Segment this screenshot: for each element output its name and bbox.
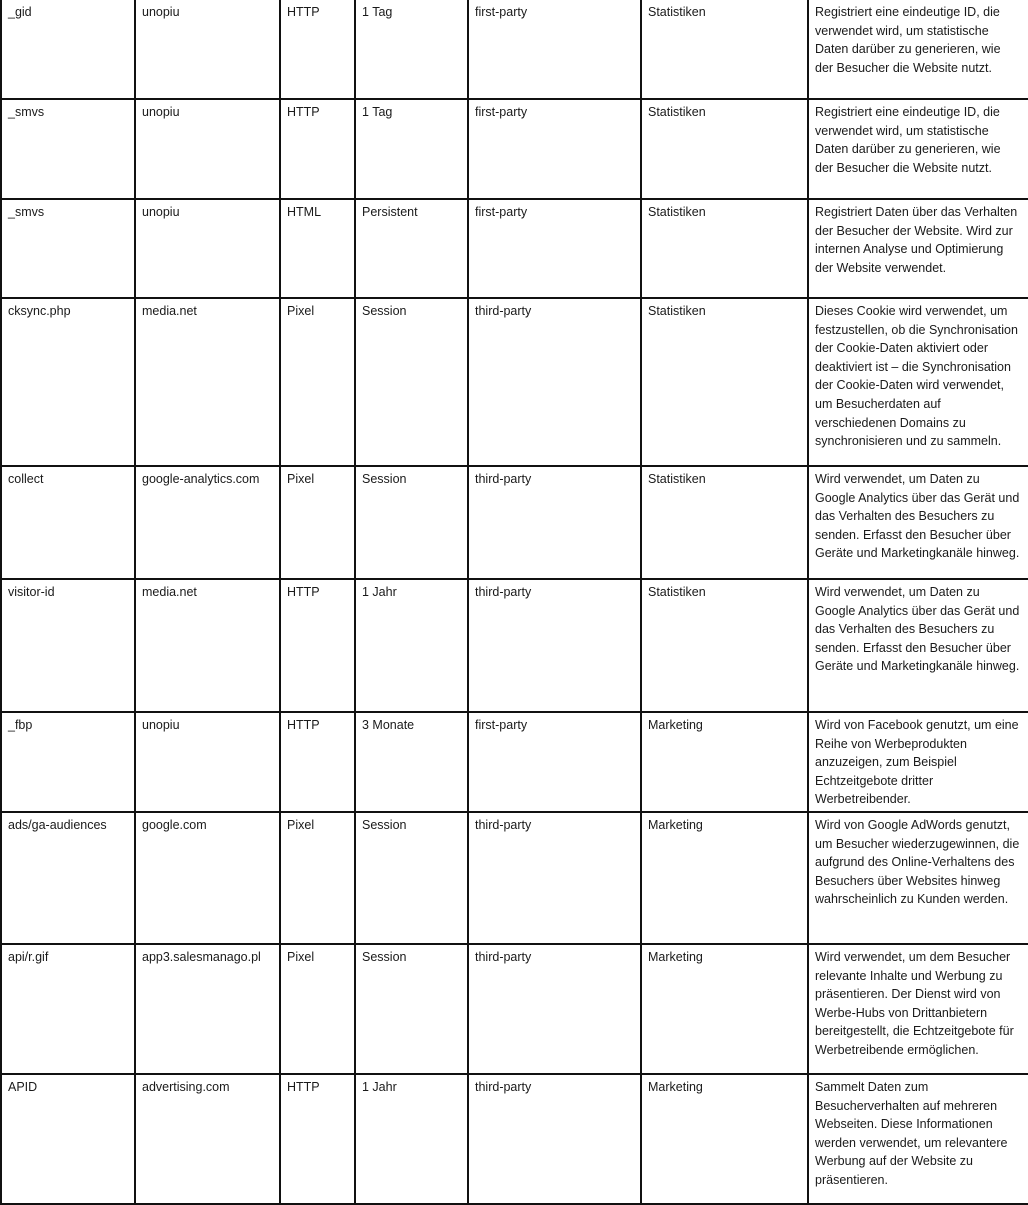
- cookie-provider: unopiu: [135, 712, 280, 812]
- cookie-name: cksync.php: [1, 298, 135, 466]
- table-row: [1, 712, 1028, 812]
- cookie-party: first-party: [468, 712, 641, 812]
- cookie-party: third-party: [468, 944, 641, 1074]
- cookie-expiry: 3 Monate: [355, 712, 468, 812]
- cookie-type: Pixel: [280, 944, 355, 1074]
- cookie-description: [808, 1074, 1028, 1204]
- cookie-type: HTTP: [280, 712, 355, 812]
- cookie-category: Marketing: [641, 1074, 808, 1204]
- cookie-provider: media.net: [135, 298, 280, 466]
- cookie-description-text: Dieses Cookie wird verwendet, um festzustellen, ob die Synchronisation der Cookie-Daten aktiviert oder deaktiviert ist – die Synchronisation der Cookie-Daten wird verwendet, um Besucherdaten auf verschiedenen Domains zu synchronisieren und zu sammeln.: [815, 304, 1018, 449]
- cookie-name: _fbp: [1, 712, 135, 812]
- cookie-expiry: 1 Jahr: [355, 579, 468, 712]
- cookie-description-text: Sammelt Daten zum Besucherverhalten auf mehreren Webseiten. Diese Informationen werden verwendet, um relevantere Werbung auf der Website zu präsentieren.: [815, 1079, 1008, 1187]
- cookie-provider: google-analytics.com: [135, 466, 280, 579]
- cookie-provider: unopiu: [135, 0, 280, 99]
- cookie-expiry: Persistent: [355, 199, 468, 298]
- cookie-category: Statistiken: [641, 199, 808, 298]
- cookie-party: first-party: [468, 199, 641, 298]
- table-row: [1, 298, 1028, 466]
- cookie-name: api/r.gif: [1, 944, 135, 1074]
- cookie-description-text: Registriert eine eindeutige ID, die verwendet wird, um statistische Daten darüber zu generieren, wie der Besucher die Website nutzt.: [815, 5, 1001, 75]
- cookie-party: third-party: [468, 579, 641, 712]
- cookie-description-text: Registriert Daten über das Verhalten der Besucher der Website. Wird zur internen Analyse und Optimierung der Website verwendet.: [815, 205, 1018, 275]
- cookie-type: HTTP: [280, 1074, 355, 1204]
- cookie-name: ads/ga-audiences: [1, 812, 135, 944]
- cookie-name: visitor-id: [1, 579, 135, 712]
- cookie-category: Marketing: [641, 812, 808, 944]
- table-row: [1, 812, 1028, 944]
- cookie-category: Statistiken: [641, 579, 808, 712]
- cookie-name: collect: [1, 466, 135, 579]
- cookie-description: [808, 712, 1028, 812]
- cookie-category: Statistiken: [641, 298, 808, 466]
- cookie-description: [808, 579, 1028, 712]
- cookie-expiry: 1 Tag: [355, 0, 468, 99]
- cookie-party: third-party: [468, 812, 641, 944]
- cookie-expiry: Session: [355, 944, 468, 1074]
- cookie-description: [808, 99, 1028, 199]
- cookie-expiry: 1 Tag: [355, 99, 468, 199]
- cookie-party: first-party: [468, 0, 641, 99]
- cookie-category: Statistiken: [641, 99, 808, 199]
- cookie-provider: advertising.com: [135, 1074, 280, 1204]
- cookie-expiry: 1 Jahr: [355, 1074, 468, 1204]
- cookie-type: HTTP: [280, 99, 355, 199]
- cookie-description: [808, 298, 1028, 466]
- cookie-name: _smvs: [1, 99, 135, 199]
- cookie-description: [808, 0, 1028, 99]
- table-row: [1, 466, 1028, 579]
- cookie-type: Pixel: [280, 466, 355, 579]
- cookie-type: Pixel: [280, 812, 355, 944]
- cookie-category: Statistiken: [641, 466, 808, 579]
- cookie-description: [808, 466, 1028, 579]
- cookie-type: HTTP: [280, 0, 355, 99]
- cookie-party: third-party: [468, 298, 641, 466]
- cookie-description-text: Wird von Facebook genutzt, um eine Reihe von Werbeprodukten anzuzeigen, zum Beispiel Echtzeitgebote dritter Werbetreibender.: [815, 718, 1019, 807]
- cookie-description: [808, 944, 1028, 1074]
- cookie-name: _smvs: [1, 199, 135, 298]
- cookie-category: Marketing: [641, 944, 808, 1074]
- cookie-provider: unopiu: [135, 199, 280, 298]
- cookie-expiry: Session: [355, 298, 468, 466]
- cookie-description-text: Registriert eine eindeutige ID, die verwendet wird, um statistische Daten darüber zu generieren, wie der Besucher die Website nutzt.: [815, 105, 1001, 175]
- table-row: [1, 199, 1028, 298]
- table-row: [1, 1074, 1028, 1204]
- cookie-name: _gid: [1, 0, 135, 99]
- cookie-party: first-party: [468, 99, 641, 199]
- table-row: [1, 99, 1028, 199]
- cookie-expiry: Session: [355, 466, 468, 579]
- table-row: [1, 0, 1028, 99]
- cookie-description-text: Wird verwendet, um dem Besucher relevante Inhalte und Werbung zu präsentieren. Der Dienst wird von Werbe-Hubs von Drittanbietern bereitgestellt, die Echtzeitgebote für Werbetreibende ermöglichen.: [815, 949, 1014, 1057]
- cookie-provider: media.net: [135, 579, 280, 712]
- cookie-description: [808, 199, 1028, 298]
- cookie-name: APID: [1, 1074, 135, 1204]
- cookie-description-text: Wird verwendet, um Daten zu Google Analytics über das Gerät und das Verhalten des Besuchers zu senden. Erfasst den Besucher über Geräte und Marketingkanäle hinweg.: [815, 585, 1020, 674]
- cookie-type: HTML: [280, 199, 355, 298]
- cookie-provider: unopiu: [135, 99, 280, 199]
- cookie-category: Statistiken: [641, 0, 808, 99]
- cookie-type: Pixel: [280, 298, 355, 466]
- cookie-provider: google.com: [135, 812, 280, 944]
- cookie-category: Marketing: [641, 712, 808, 812]
- cookie-expiry: Session: [355, 812, 468, 944]
- table-row: [1, 579, 1028, 712]
- cookie-description-text: Wird verwendet, um Daten zu Google Analytics über das Gerät und das Verhalten des Besuchers zu senden. Erfasst den Besucher über Geräte und Marketingkanäle hinweg.: [815, 472, 1020, 561]
- cookie-provider: app3.salesmanago.pl: [135, 944, 280, 1074]
- cookie-party: third-party: [468, 1074, 641, 1204]
- cookie-party: third-party: [468, 466, 641, 579]
- cookie-type: HTTP: [280, 579, 355, 712]
- table-row: [1, 944, 1028, 1074]
- cookie-description-text: Wird von Google AdWords genutzt, um Besucher wiederzugewinnen, die aufgrund des Online-Verhaltens des Besuchers über Websites hinweg wahrscheinlich zu Kunden werden.: [815, 817, 1020, 907]
- cookie-description: [808, 812, 1028, 944]
